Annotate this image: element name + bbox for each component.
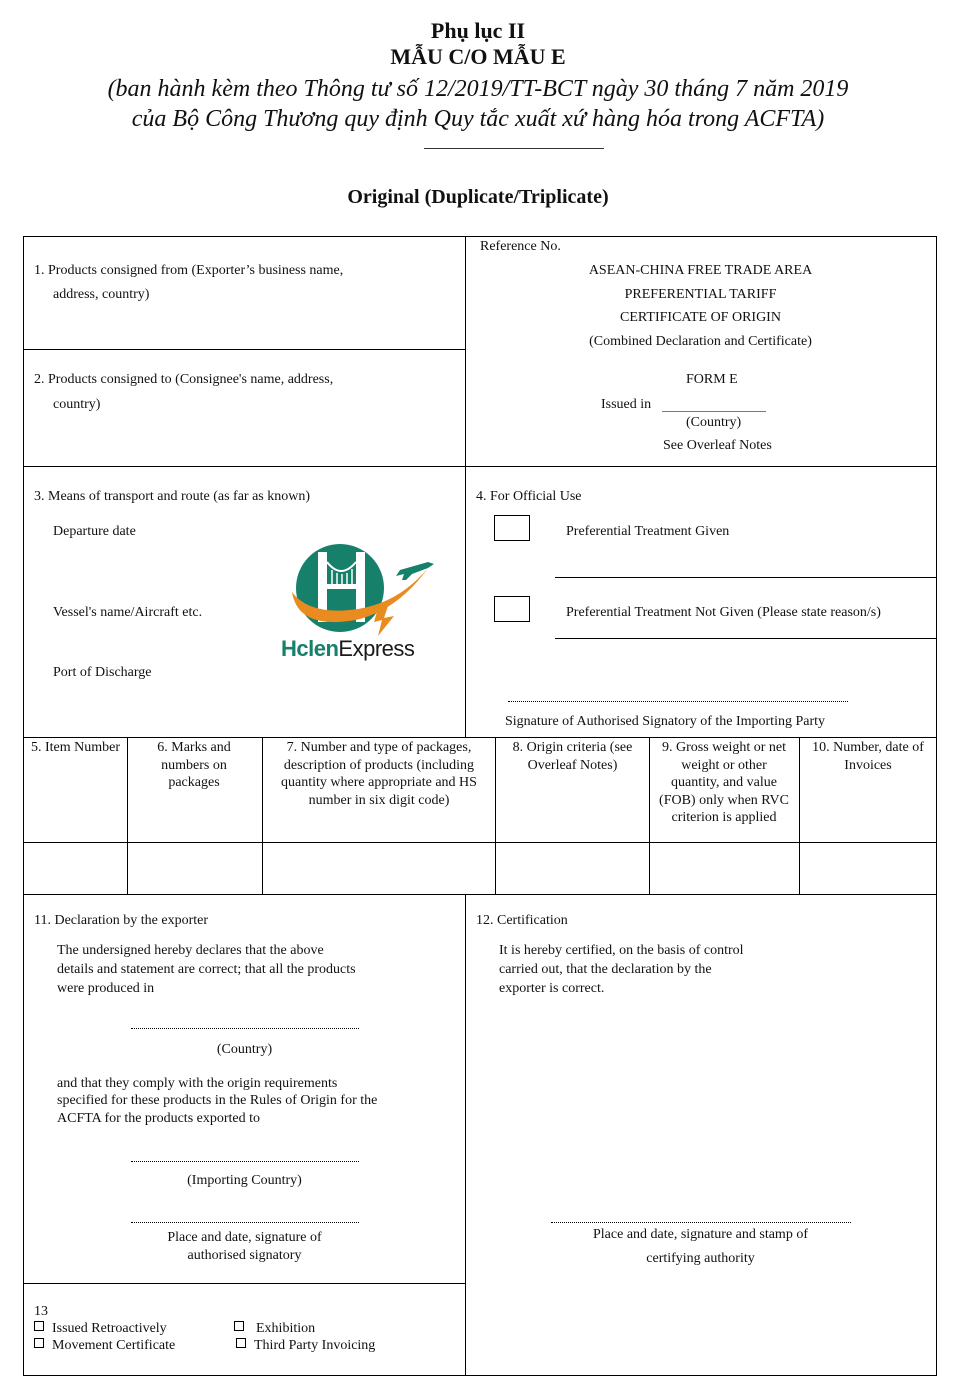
- declaration-line-3: were produced in: [57, 981, 155, 996]
- issued-retroactively-option[interactable]: [34, 1320, 167, 1337]
- logo-word-helen: Hclen: [281, 636, 339, 661]
- logo-word-express: Express: [338, 636, 415, 661]
- issuance-note-line-2: của Bộ Công Thương quy định Quy tắc xuất xứ hàng hóa trong ACFTA): [131, 106, 825, 132]
- box11-label: 11. Declaration by the exporter: [34, 913, 209, 928]
- box2-label: 2. Products consigned to (Consignee's name, address,: [34, 372, 334, 387]
- authority-signature-label-1: Place and date, signature and stamp of: [593, 1227, 808, 1242]
- treatment-not-given-checkbox[interactable]: [494, 596, 530, 622]
- exhibition-option[interactable]: [234, 1320, 315, 1337]
- exhibition-checkbox-icon[interactable]: [234, 1321, 244, 1331]
- divider-box1-box2: [24, 349, 465, 350]
- divider-official-2: [555, 638, 936, 639]
- invoices-cell[interactable]: [800, 843, 936, 894]
- treatment-given-label: Preferential Treatment Given: [566, 524, 730, 539]
- importing-signature-label: Signature of Authorised Signatory of the Importing Party: [505, 714, 826, 729]
- gross-weight-cell[interactable]: [650, 843, 799, 894]
- vessel-name-label: Vessel's name/Aircraft etc.: [53, 605, 203, 620]
- compliance-line-2: specified for these products in the Rules of Origin for the: [57, 1093, 378, 1108]
- origin-country-line[interactable]: [131, 1028, 359, 1029]
- item-number-cell[interactable]: [24, 843, 127, 894]
- certificate-form: [23, 236, 937, 1376]
- third-party-checkbox-icon[interactable]: [236, 1338, 246, 1348]
- form-subtitle: MẪU C/O MẪU E: [390, 44, 566, 69]
- exhibition-label: Exhibition: [256, 1321, 316, 1336]
- issued-country-label: (Country): [686, 415, 742, 430]
- exporter-signature-label-1: Place and date, signature of: [167, 1230, 322, 1245]
- treatment-not-given-label: Preferential Treatment Not Given (Please state reason/s): [566, 605, 881, 620]
- marks-cell[interactable]: [128, 843, 262, 894]
- column-header-item-number: 5. Item Number: [30, 740, 121, 755]
- box13-label: 13: [34, 1304, 48, 1319]
- certification-line-1: It is hereby certified, on the basis of control: [499, 943, 744, 958]
- column-header-description: 7. Number and type of packages, description of products (including quantity where appropriate and HS number in six digit code): [281, 740, 477, 808]
- divider-row2: [24, 466, 936, 467]
- box2-label-cont: country): [53, 397, 101, 412]
- movement-certificate-option[interactable]: [34, 1337, 175, 1354]
- overleaf-notes-label: See Overleaf Notes: [663, 438, 772, 453]
- importing-signature-line[interactable]: [508, 701, 848, 702]
- issued-retroactively-label: Issued Retroactively: [52, 1321, 167, 1336]
- description-cell[interactable]: [263, 843, 495, 894]
- movement-certificate-label: Movement Certificate: [52, 1338, 176, 1353]
- compliance-line-1: and that they comply with the origin requirements: [57, 1076, 338, 1091]
- column-header-invoices: 10. Number, date of Invoices: [812, 740, 924, 773]
- reference-line-3: CERTIFICATE OF ORIGIN: [620, 310, 781, 325]
- third-party-invoicing-option[interactable]: [236, 1337, 375, 1354]
- compliance-line-3: ACFTA for the products exported to: [57, 1111, 261, 1126]
- reference-line-2: PREFERENTIAL TARIFF: [624, 287, 777, 302]
- exporter-signature-line[interactable]: [131, 1222, 359, 1223]
- treatment-given-checkbox[interactable]: [494, 515, 530, 541]
- copy-label: Original (Duplicate/Triplicate): [347, 186, 609, 208]
- exporter-signature-label-2: authorised signatory: [187, 1248, 302, 1263]
- issuance-note-line-1: (ban hành kèm theo Thông tư số 12/2019/TT-BCT ngày 30 tháng 7 năm 2019: [107, 76, 849, 102]
- origin-criteria-cell[interactable]: [496, 843, 649, 894]
- divider-columns-bottom: [24, 894, 936, 895]
- port-of-discharge-label: Port of Discharge: [53, 665, 152, 680]
- divider-box11-box13: [24, 1283, 465, 1284]
- helen-express-wordmark: [281, 636, 414, 662]
- authority-signature-label-2: certifying authority: [646, 1251, 755, 1266]
- issued-in-label: Issued in: [601, 397, 652, 412]
- box1-label-cont: address, country): [53, 287, 150, 302]
- reference-number-label: Reference No.: [480, 239, 561, 254]
- column-header-gross-weight: 9. Gross weight or net weight or other quantity, and value (FOB) only when RVC criterion is applied: [659, 740, 789, 825]
- box4-label: 4. For Official Use: [476, 489, 582, 504]
- title-divider: [424, 148, 604, 149]
- movement-checkbox-icon[interactable]: [34, 1338, 44, 1348]
- reference-line-1: ASEAN-CHINA FREE TRADE AREA: [588, 263, 813, 278]
- page-title: Phụ lục II: [430, 18, 526, 43]
- box1-label: 1. Products consigned from (Exporter’s business name,: [34, 263, 344, 278]
- box12-label: 12. Certification: [476, 913, 568, 928]
- box3-label: 3. Means of transport and route (as far as known): [34, 489, 311, 504]
- declaration-line-1: The undersigned hereby declares that the above: [57, 943, 324, 958]
- departure-date-label: Departure date: [53, 524, 136, 539]
- declaration-line-2: details and statement are correct; that all the products: [57, 962, 356, 977]
- retroactive-checkbox-icon[interactable]: [34, 1321, 44, 1331]
- reference-line-4: (Combined Declaration and Certificate): [589, 334, 812, 349]
- origin-country-label: (Country): [216, 1042, 273, 1057]
- column-header-origin-criteria: 8. Origin criteria (see Overleaf Notes): [512, 740, 633, 773]
- third-party-invoicing-label: Third Party Invoicing: [254, 1338, 376, 1353]
- form-e-label: FORM E: [686, 372, 738, 387]
- certification-line-3: exporter is correct.: [499, 981, 605, 996]
- column-header-marks: 6. Marks and numbers on packages: [157, 740, 231, 790]
- importing-country-label: (Importing Country): [187, 1173, 302, 1188]
- certification-line-2: carried out, that the declaration by the: [499, 962, 712, 977]
- divider-bottom-vertical: [465, 894, 466, 1375]
- importing-country-line[interactable]: [131, 1161, 359, 1162]
- divider-official-1: [555, 577, 936, 578]
